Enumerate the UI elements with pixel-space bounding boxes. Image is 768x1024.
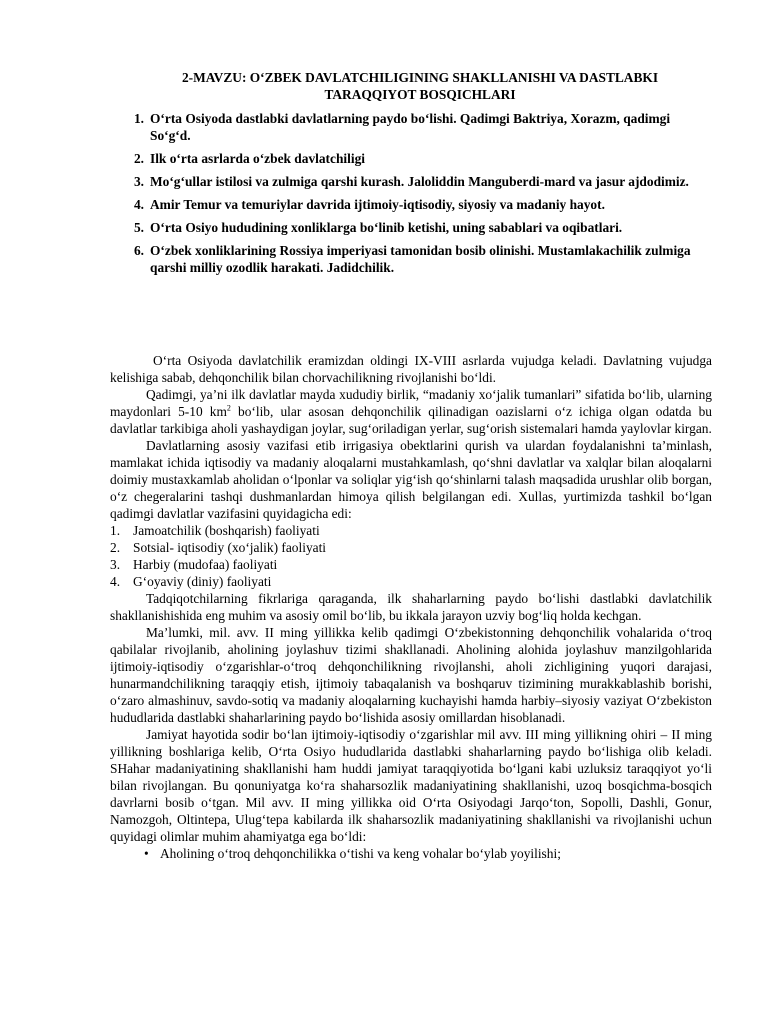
- bullet-list: [110, 845, 712, 862]
- paragraph-2: Qadimgi, ya’ni ilk davlatlar mayda xududiy birlik, “madaniy xo‘jalik tumanlari” sifatida bo‘lib, ularning maydonlari 5-10 $km^2$ bo‘lib, ular asosan dehqonchilik qilinadigan oazislarni o‘z ichiga olgan odatda bu davlatlar tarkibiga aholi yashaydigan joylar, sug‘oriladigan yerlar, sug‘orish sistemalari hamda yaylovlar kirgan.: [110, 387, 712, 436]
- paragraph-5: Ma’lumki, mil. avv. II ming yillikka kelib qadimgi O‘zbekistonning dehqonchilik vohalarida o‘troq qabilalar rivojlanib, aholining joylashuv tizimi shakllanadi. Aholining alohida joylashuv manzilgohlarida ijtimoiy-iqtisodiy o‘zgarishlar-o‘troq dehqonchilikning rivojlanshi, aholi zichligining yuqori darajasi, hunarmandchilikning taraqqiy etish, ijtimoiy tabaqalanish va boshqaruv tizimining murakkablashib borishi, o‘zaro almashinuv, savdo-sotiq va madaniy aloqalarning kuchayishi hamda harbiy–siyosiy vaziyat O‘zbekiston hududlarida dastlabki shaharlarining paydo bo‘lishida asosiy omillardan hisoblanadi.: [110, 625, 712, 725]
- bullet-icon: •: [144, 846, 149, 861]
- title-line-2: TARAQQIYOT BOSQICHLARI: [324, 87, 516, 102]
- bullet-item: • Aholining o‘troq dehqonchilikka o‘tishi va keng vohalar bo‘ylab yoyilishi;: [144, 846, 561, 861]
- list-item: 3. Harbiy (mudofaa) faoliyati: [110, 557, 278, 572]
- outline-item: 4. Amir Temur va temuriylar davrida ijtimoiy-iqtisodiy, siyosiy va madaniy hayot.: [133, 197, 605, 212]
- outline-item: 3. Mo‘g‘ullar istilosi va zulmiga qarshi kurash. Jaloliddin Manguberdi-mard va jasur ajdodimiz.: [133, 174, 689, 189]
- paragraph-3: Davlatlarning asosiy vazifasi etib irrigasiya obektlarini qurish va ulardan foydalanishni ta’minlash, mamlakat ichida iqtisodiy va madaniy aloqalarni mustahkamlash, qo‘shni davlatlar va xalqlar bilan aloqalarni doimiy mustaxkamlab aholidan o‘lponlar va soliqlar yig‘ish qo‘shinlarni talash maqsadida urushlar olib borgan, o‘z chegeralarini tashqi dushmanlardan himoya qilish belgilangan edi. Xullas, yurtimizda tashkil bo‘lgan qadimgi davlatlar vazifasini quyidagicha edi:: [110, 438, 712, 521]
- list-item: 2. Sotsial- iqtisodiy (xo‘jalik) faoliyati: [110, 540, 327, 555]
- outline-item: 5. O‘rta Osiyo hududining xonliklarga bo‘linib ketishi, uning sabablari va oqibatlari.: [133, 220, 623, 235]
- document-title: [128, 69, 712, 103]
- functions-list: [110, 522, 712, 590]
- outline-item: 2. Ilk o‘rta asrlarda o‘zbek davlatchiligi: [133, 151, 365, 166]
- list-item: 1. Jamoatchilik (boshqarish) faoliyati: [110, 523, 320, 538]
- paragraph-4: Tadqiqotchilarning fikrlariga qaraganda, ilk shaharlarning paydo bo‘lishi dastlabki davlatchilik shakllanishishida eng muhim va asosiy omil bo‘lib, bu ikkala jarayon uzviy bog‘liq holda kechgan.: [110, 591, 712, 623]
- topic-outline: [110, 110, 710, 282]
- paragraph-1: O‘rta Osiyoda davlatchilik eramizdan oldingi IX-VIII asrlarda vujudga keladi. Davlatning vujudga kelishiga sabab, dehqonchilik bilan chorvachilikning rivojlanishi bo‘ldi.: [110, 353, 712, 385]
- outline-item: 1. O‘rta Osiyoda dastlabki davlatlarning paydo bo‘lishi. Qadimgi Baktriya, Xorazm, qadimgi So‘g‘d.: [133, 111, 671, 143]
- list-item: 4. G‘oyaviy (diniy) faoliyati: [110, 574, 272, 589]
- paragraph-6: Jamiyat hayotida sodir bo‘lan ijtimoiy-iqtisodiy o‘zgarishlar mil avv. III ming yillikning ohiri – II ming yillikning boshlariga kelib, O‘rta Osiyo hududlarida dastlabki shaharlarning paydo bo‘lishiga olib keladi. SHahar madaniyatining shakllanishi ham huddi jamiyat taraqqiyotida bo‘lgani kabi uzluksiz taraqqiyot yo‘li bilan rivojlangan. Bu qonuniyatga ko‘ra shaharsozlik madaniyatining shakllanishi, uzoq bosqichma-bosqich davrlarni bosib o‘tgan. Mil avv. II ming yillikka oid O‘rta Osiyodagi Jarqo‘ton, Sopolli, Dashli, Gonur, Namozgoh, Oltintepa, Ulug‘tepa kabilarda ilk shaharsozlik madaniyatining shakllanishi va rivojlanishi uchun quyidagi olimlar muhim ahamiyatga ega bo‘ldi:: [110, 727, 712, 844]
- document-body: [110, 352, 712, 862]
- title-line-1: 2-MAVZU: O‘ZBEK DAVLATCHILIGINING SHAKLLANISHI VA DASTLABKI: [181, 70, 659, 85]
- outline-item: 6. O‘zbek xonliklarining Rossiya imperiyasi tamonidan bosib olinishi. Mustamlakachilik zulmiga qarshi milliy ozodlik harakati. Jadidchilik.: [133, 243, 691, 275]
